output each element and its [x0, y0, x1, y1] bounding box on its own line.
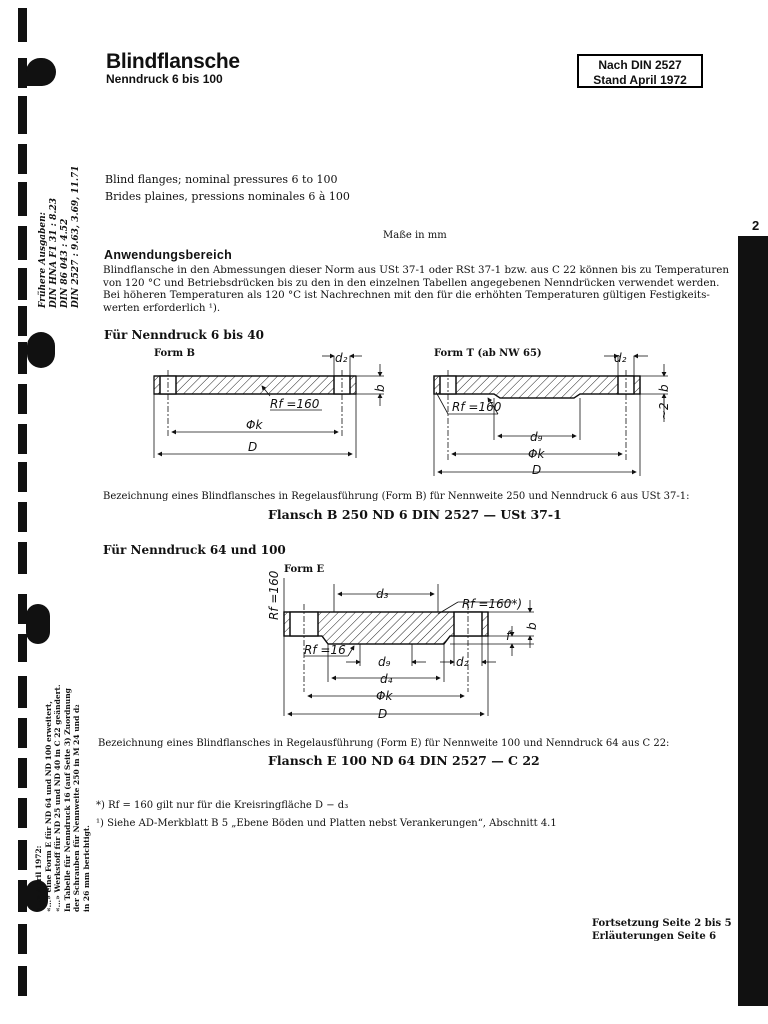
document-title: Blindflansche: [106, 50, 240, 73]
dim-k-form-b: Φk: [246, 418, 263, 432]
dim-d9-form-e: d₉: [378, 655, 391, 669]
sidebar-earlier-heading: Frühere Ausgaben:: [38, 212, 48, 308]
dim-b-form-b: b: [373, 384, 387, 392]
dim-d2-form-e: d₂: [456, 655, 469, 669]
dim-rf-vert-form-e: Rf =160: [267, 570, 281, 620]
dim-b-form-t: b: [657, 384, 671, 392]
dim-rf-form-b: Rf =160: [270, 397, 320, 411]
dim-approx2-form-t: ~2: [657, 402, 671, 420]
designation-example-form-b: Flansch B 250 ND 6 DIN 2527 — USt 37-1: [268, 507, 562, 522]
dim-rf-form-t: Rf =160: [452, 400, 502, 414]
dim-d9-form-t: d₉: [530, 430, 543, 444]
sidebar-earlier-line: DIN HNA F1 31 : 8.23: [49, 197, 59, 308]
sidebar-changes-line: in 26 mm berichtigt.: [81, 825, 91, 912]
sidebar-changes-line: der Schrauben für Nennweite 250 in M 24 und d₂: [72, 704, 81, 912]
continuation-line-2: Erläuterungen Seite 6: [592, 931, 717, 942]
dim-d2-form-t: d₂: [614, 351, 627, 365]
form-t-label: Form T (ab NW 65): [434, 348, 542, 359]
scope-line: Bei höheren Temperaturen als 120 °C ist Nachrechnen mit den für die erhöhten Temperaturen gültigen Festigkeits-: [103, 289, 710, 301]
section-heading-pn6-40: Für Nenndruck 6 bis 40: [104, 328, 264, 342]
standard-line-1: Nach DIN 2527: [598, 58, 682, 72]
dim-D-form-t: D: [532, 463, 542, 477]
sidebar-changes-line: «…» April 1972:: [34, 845, 43, 912]
designation-text-form-e: Bezeichnung eines Blindflansches in Regelausführung (Form E) für Nennweite 100 und Nenndruck 64 aus C 22:: [98, 738, 670, 749]
page-number: 2: [752, 218, 760, 233]
scope-heading: Anwendungsbereich: [104, 248, 233, 262]
scope-line: Blindflansche in den Abmessungen dieser Norm aus USt 37-1 oder RSt 37-1 bzw. aus C 22 können bis zu Temperaturen: [103, 264, 730, 276]
continuation-note: [592, 917, 732, 943]
units-note: Maße in mm: [383, 230, 447, 241]
footnote-star: *) Rf = 160 gilt nur für die Kreisringfläche D − d₃: [96, 800, 349, 811]
continuation-line-1: Fortsetzung Seite 2 bis 5: [592, 918, 732, 929]
dim-rf-star-form-e: Rf =160*): [462, 597, 523, 611]
dim-f-form-e: f: [506, 629, 511, 643]
dim-k-form-e: Φk: [376, 689, 393, 703]
dim-D-form-e: D: [378, 707, 388, 721]
designation-text-form-b: Bezeichnung eines Blindflansches in Regelausführung (Form B) für Nennweite 250 und Nenndruck 6 aus USt 37-1:: [103, 491, 690, 502]
sidebar-changes-line: «…» eine Form E für ND 64 und ND 100 erweitert,: [43, 700, 53, 912]
designation-example-form-e: Flansch E 100 ND 64 DIN 2527 — C 22: [268, 753, 540, 768]
sidebar-changes-line: «…» Werkstoff für ND 25 und ND 40 in C 22 geändert.: [53, 684, 62, 912]
section-heading-pn64-100: Für Nenndruck 64 und 100: [103, 543, 286, 557]
english-title: Blind flanges; nominal pressures 6 to 100: [105, 173, 338, 186]
footnote-one: ¹) Siehe AD-Merkblatt B 5 „Ebene Böden und Platten nebst Verankerungen“, Abschnitt 4.1: [96, 818, 557, 829]
scope-line: werten erforderlich ¹).: [103, 301, 221, 314]
form-b-label: Form B: [154, 348, 196, 359]
dim-b-form-e: b: [525, 622, 539, 630]
french-title: Brides plaines, pressions nominales 6 à 100: [105, 190, 350, 203]
sidebar-earlier-line: DIN 86 043 : 4.52: [60, 218, 70, 308]
dim-rf16-form-e: Rf =16: [304, 643, 346, 657]
form-e-label: Form E: [284, 564, 325, 575]
dim-d4-form-e: d₄: [380, 672, 393, 686]
scope-line: von 120 °C und Betriebsdrücken bis zu den in den einzelnen Tabellen angegebenen Nenndrücken verwendet werden.: [103, 276, 720, 289]
sidebar-changes-line: In Tabelle für Nenndruck 16 (auf Seite 3) Zuordnung: [62, 688, 72, 912]
dim-D-form-b: D: [248, 440, 258, 454]
standard-line-2: Stand April 1972: [593, 73, 687, 87]
form-b-drawing: [154, 356, 384, 458]
document-subtitle: Nenndruck 6 bis 100: [106, 72, 223, 86]
sidebar-earlier-line: DIN 2527 : 9.63, 3.69, 11.71: [71, 165, 81, 308]
form-t-drawing: [434, 356, 668, 476]
dim-d2-form-b: d₂: [335, 351, 348, 365]
dim-d3-form-e: d₃: [376, 587, 389, 601]
dim-k-form-t: Φk: [528, 447, 545, 461]
